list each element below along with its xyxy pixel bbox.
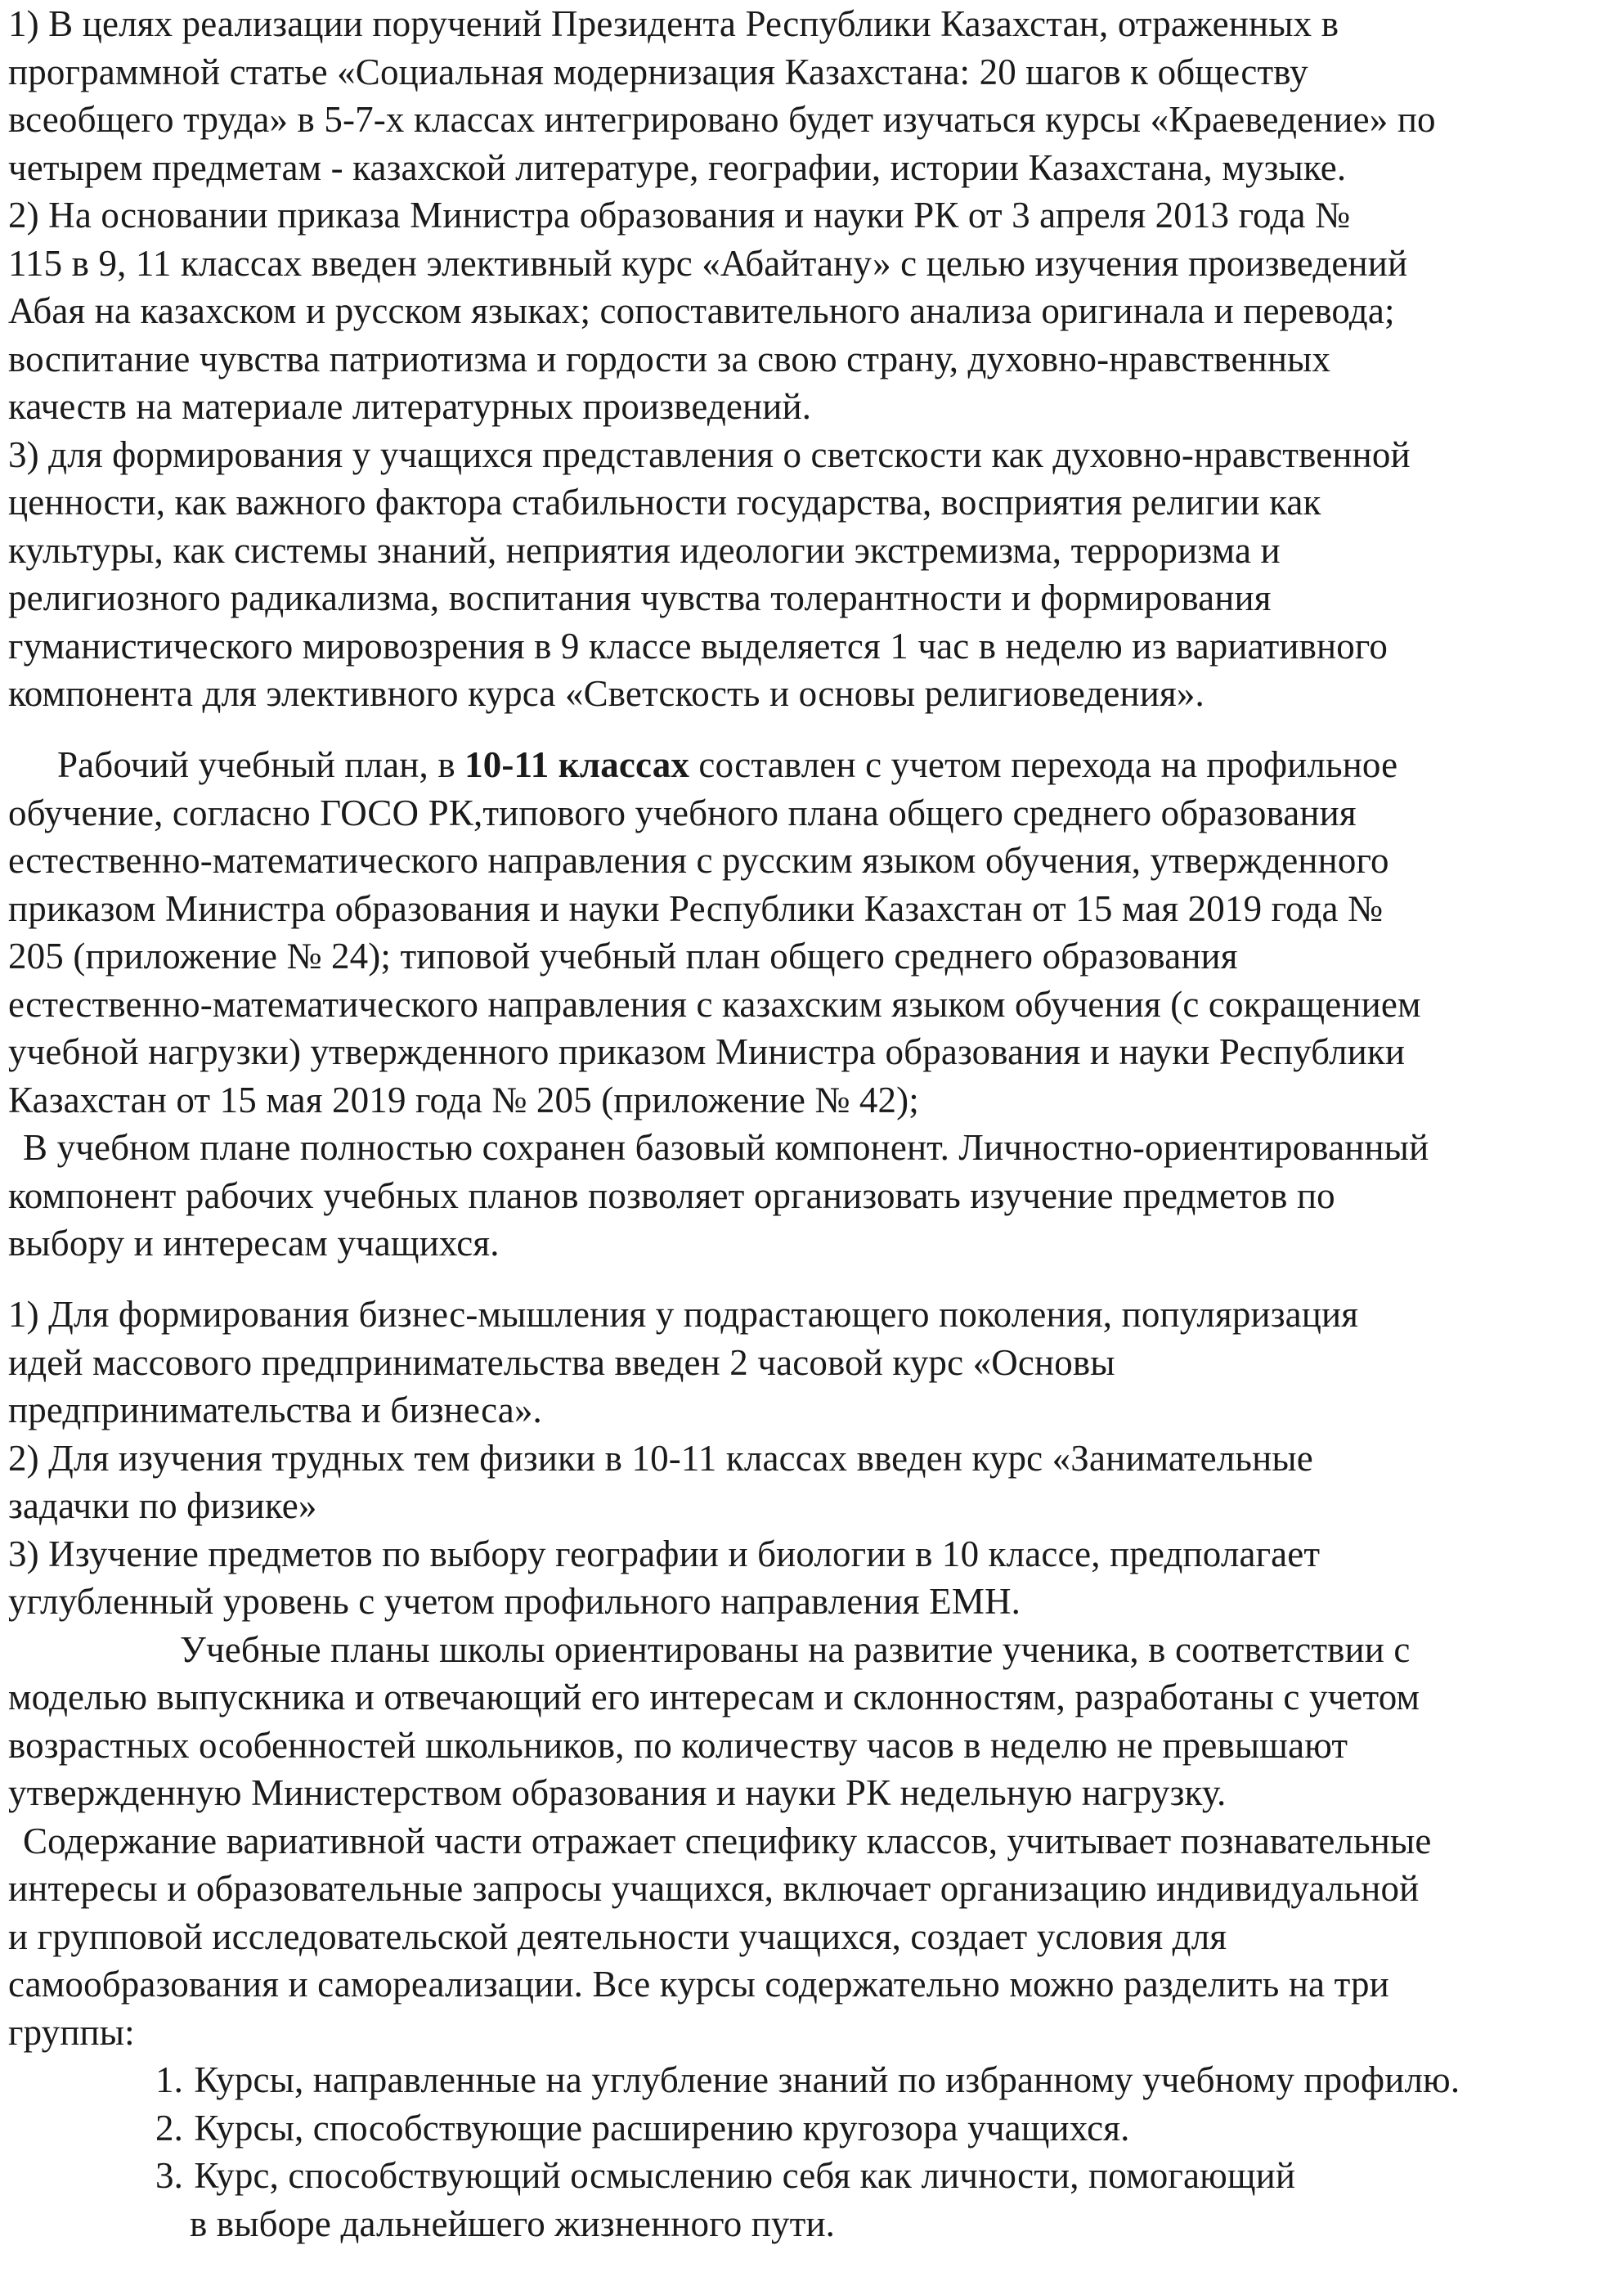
text-line: гуманистического мировозрения в 9 классе выделяется 1 час в неделю из вариативного (8, 625, 1388, 667)
text-line: естественно-математического направления с казахским языком обучения (с сокращением (8, 983, 1421, 1025)
text-line: программной статье «Социальная модернизация Казахстана: 20 шагов к обществу (8, 51, 1308, 92)
text-line: идей массового предпринимательства введен 2 часовой курс «Основы (8, 1341, 1115, 1383)
text-line: 2) Для изучения трудных тем физики в 10-11 классах введен курс «Занимательные (8, 1437, 1313, 1479)
course-groups-list (155, 2056, 1611, 2247)
section-additional-courses (8, 1291, 1611, 2056)
document-page (8, 0, 1611, 2272)
text-line: утвержденную Министерством образования и науки РК недельную нагрузку. (8, 1772, 1227, 1813)
text-line: 2) На основании приказа Министра образования и науки РК от 3 апреля 2013 года № (8, 195, 1351, 236)
text-line: качеств на материале литературных произведений. (8, 386, 812, 427)
bold-grades: 10-11 классах (464, 744, 689, 785)
text-line: 115 в 9, 11 классах введен элективный курс «Абайтану» с целью изучения произведений (8, 242, 1408, 284)
text-line: воспитание чувства патриотизма и гордости за свою страну, духовно-нравственных (8, 338, 1331, 379)
text-line: 3) Изучение предметов по выбору географии и биологии в 10 классе, предполагает (8, 1533, 1321, 1574)
text-line: 205 (приложение № 24); типовой учебный план общего среднего образования (8, 936, 1238, 977)
text-line: В учебном плане полностью сохранен базовый компонент. Личностно-ориентированный (23, 1127, 1429, 1168)
list-item-continuation: в выборе дальнейшего жизненного пути. (190, 2202, 836, 2244)
text-line: задачки по физике» (8, 1485, 317, 1526)
text-line: углубленный уровень с учетом профильного направления ЕМН. (8, 1581, 1021, 1622)
text-line: Учебные планы школы ориентированы на развитие ученика, в соответствии с (180, 1628, 1411, 1670)
text-line: 3) для формирования у учащихся представления о светскости как духовно-нравственной (8, 433, 1411, 475)
text-line: четырем предметам - казахской литературе, географии, истории Казахстана, музыке. (8, 146, 1347, 188)
text-line: моделью выпускника и отвечающий его интересам и склонностям, разработаны с учетом (8, 1677, 1420, 1717)
section-elective-courses (8, 0, 1611, 718)
list-item: 2. Курсы, способствующие расширению кругозора учащихся. (155, 2107, 1130, 2149)
text-line: ценности, как важного фактора стабильности государства, восприятия религии как (8, 482, 1321, 523)
text-line: всеобщего труда» в 5-7-х классах интегрировано будет изучаться курсы «Краеведение» по (8, 99, 1436, 140)
text-line: возрастных особенностей школьников, по количеству часов в неделю не превышают (8, 1724, 1348, 1766)
text-line: религиозного радикализма, воспитания чувства толерантности и формирования (8, 577, 1272, 618)
text-line: обучение, согласно ГОСО РК,типового учебного плана общего среднего образования (8, 792, 1357, 833)
text-line: выбору и интересам учащихся. (8, 1223, 500, 1264)
text-line: компонент рабочих учебных планов позволяет организовать изучение предметов по (8, 1174, 1335, 1216)
text-line: естественно-математического направления с русским языком обучения, утвержденного (8, 840, 1389, 881)
list-item: 1. Курсы, направленные на углубление знаний по избранному учебному профилю. (155, 2059, 1460, 2100)
section-curriculum-10-11 (8, 741, 1611, 1268)
text-line: и групповой исследовательской деятельности учащихся, создает условия для (8, 1915, 1227, 1957)
text-line: культуры, как системы знаний, неприятия идеологии экстремизма, терроризма и (8, 529, 1281, 571)
text-line: Абая на казахском и русском языках; сопоставительного анализа оригинала и перевода; (8, 290, 1395, 331)
text-line: 1) В целях реализации поручений Президента Республики Казахстан, отраженных в (8, 3, 1339, 44)
text-line: предпринимательства и бизнеса». (8, 1390, 542, 1430)
text-line: самообразования и самореализации. Все курсы содержательно можно разделить на три (8, 1964, 1389, 2005)
text-line: Содержание вариативной части отражает специфику классов, учитывает познавательные (23, 1820, 1432, 1861)
text-line: компонента для элективного курса «Светскость и основы религиоведения». (8, 673, 1205, 714)
text-line: 1) Для формирования бизнес-мышления у подрастающего поколения, популяризация (8, 1294, 1359, 1335)
text-line: приказом Министра образования и науки Республики Казахстан от 15 мая 2019 года № (8, 887, 1384, 929)
text-line: Казахстан от 15 мая 2019 года № 205 (приложение № 42); (8, 1079, 919, 1120)
text-line: интересы и образовательные запросы учащихся, включает организацию индивидуальной (8, 1868, 1420, 1909)
list-item: 3. Курс, способствующий осмыслению себя как личности, помогающий (155, 2155, 1296, 2196)
text-line: Рабочий учебный план, в 10-11 классах составлен с учетом перехода на профильное (57, 744, 1398, 785)
text-line: учебной нагрузки) утвержденного приказом Министра образования и науки Республики (8, 1031, 1406, 1072)
text-line: группы: (8, 2011, 135, 2053)
